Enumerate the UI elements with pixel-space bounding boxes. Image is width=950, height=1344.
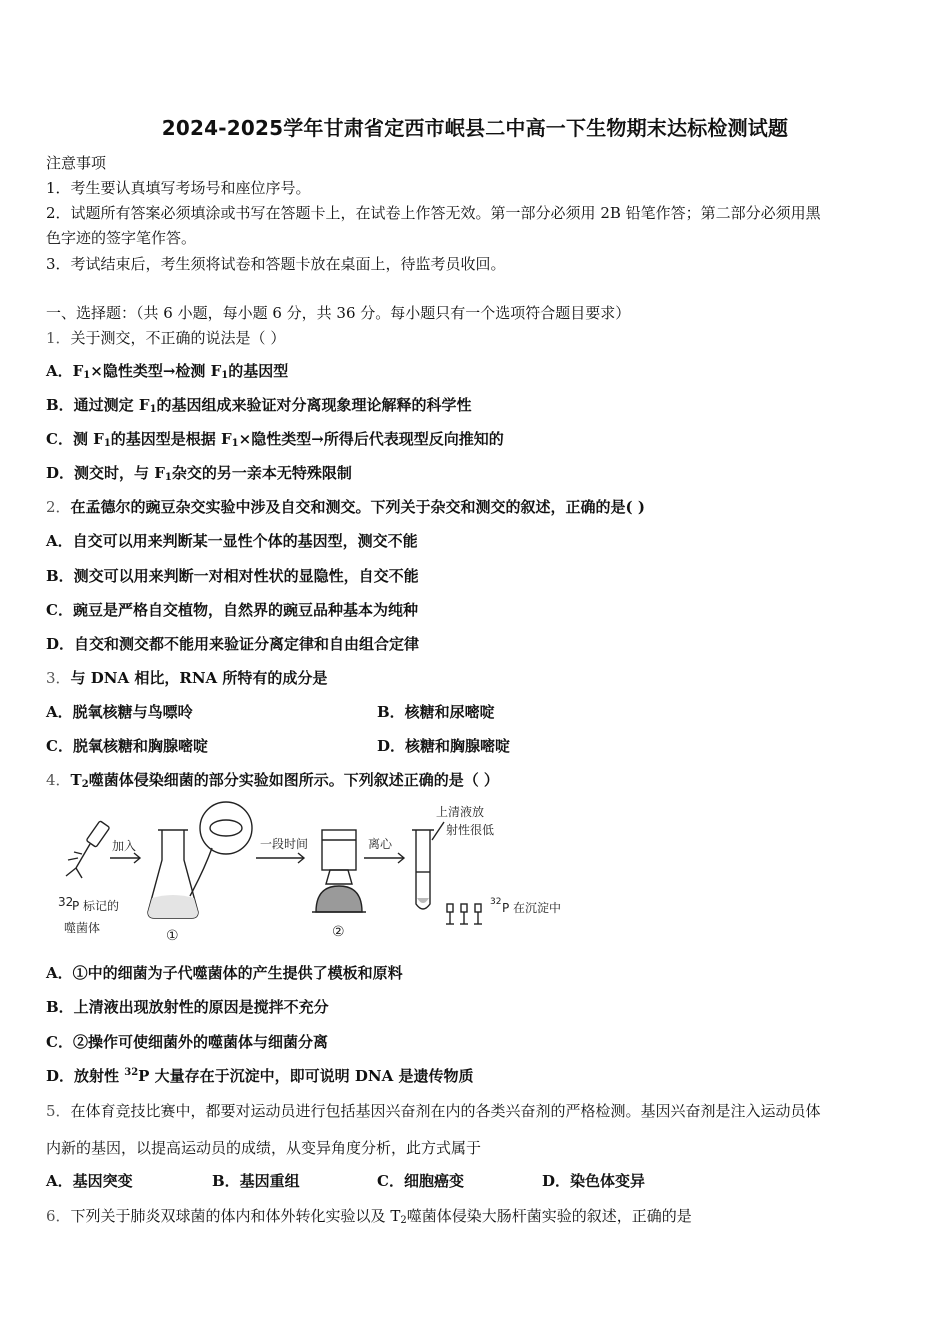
question-number: 3． <box>46 669 71 687</box>
question-text: 噬菌体侵染细菌的部分实验如图所示。下列叙述正确的是（ ） <box>88 771 499 789</box>
option-text: 的基因型 <box>228 362 289 380</box>
q2-option-c: C．豌豆是严格自交植物，自然界的豌豆品种基本为纯种 <box>46 601 418 619</box>
test-tube-icon <box>412 822 444 909</box>
notice-item-3: 3．考试结束后，考生须将试卷和答题卡放在桌面上，待监考员收回。 <box>46 255 506 273</box>
q1-option-a <box>46 360 288 381</box>
label-centrifuge: 离心 <box>368 837 393 851</box>
page-title: 2024-2025学年甘肃省定西市岷县二中高一下生物期末达标检测试题 <box>161 116 789 140</box>
label-sediment-sup: 32 <box>490 897 502 907</box>
phage-experiment-figure <box>54 800 574 950</box>
q1-option-b <box>46 394 472 415</box>
q4-option-a: A．①中的细菌为子代噬菌体的产生提供了模板和原料 <box>46 964 403 982</box>
option-text: B．通过测定 F <box>46 396 150 414</box>
q4-option-c: C．②操作可使细菌外的噬菌体与细菌分离 <box>46 1033 328 1051</box>
phage-group-icon <box>446 904 482 924</box>
q3-option-b: B．核糖和尿嘧啶 <box>377 703 495 721</box>
q5-option-d: D．染色体变异 <box>542 1172 646 1190</box>
label-sediment: P 在沉淀中 <box>502 901 562 915</box>
question-number: 2． <box>46 498 71 516</box>
label-supernatant-2: 射性很低 <box>446 823 495 837</box>
q1-option-c <box>46 428 504 449</box>
option-text: D．放射性 <box>46 1067 125 1085</box>
flask-icon <box>148 802 252 918</box>
option-text: ×隐性类型→检测 F <box>90 362 222 380</box>
question-5-stem-cont: 内新的基因，以提高运动员的成绩，从变异角度分析，此方式属于 <box>46 1139 482 1157</box>
subscript: 1 <box>231 438 239 449</box>
q2-option-d: D．自交和测交都不能用来验证分离定律和自由组合定律 <box>46 635 420 653</box>
question-4-stem <box>46 769 499 790</box>
question-1-stem <box>46 327 285 348</box>
question-text: 在孟德尔的豌豆杂交实验中涉及自交和测交。下列关于杂交和测交的叙述，正确的是( ) <box>70 498 645 516</box>
q2-option-a: A．自交可以用来判断某一显性个体的基因型，测交不能 <box>46 532 418 550</box>
question-text: 关于测交，不正确的说法是（ ） <box>70 329 286 347</box>
subscript: 1 <box>103 438 111 449</box>
option-text: D．测交时，与 F <box>46 464 165 482</box>
option-text: A．F <box>46 362 84 380</box>
subscript: 2 <box>81 779 89 790</box>
notice-item-2-cont: 色字迹的签字笔作答。 <box>46 229 197 247</box>
q4-option-d <box>46 1065 473 1086</box>
q5-option-c: C．细胞癌变 <box>377 1172 464 1190</box>
q2-option-b: B．测交可以用来判断一对相对性状的显隐性，自交不能 <box>46 567 419 585</box>
subscript: 1 <box>164 472 172 483</box>
label-phage-line2: 噬菌体 <box>64 921 101 935</box>
blender-icon <box>312 830 366 912</box>
q5-option-a: A．基因突变 <box>46 1172 133 1190</box>
question-6-stem <box>46 1205 692 1226</box>
notice-heading: 注意事项 <box>46 154 107 172</box>
question-number: 6． <box>46 1207 71 1225</box>
subscript: 1 <box>149 404 157 415</box>
labeled-phage-icon <box>66 821 110 878</box>
arrow-icon <box>364 853 404 863</box>
question-text: 下列关于肺炎双球菌的体内和体外转化实验以及 T <box>70 1207 401 1225</box>
question-text: 在体育竞技比赛中，都要对运动员进行包括基因兴奋剂在内的各类兴奋剂的严格检测。基因兴奋剂是注入运动员体 <box>70 1102 821 1120</box>
question-text: 噬菌体侵染大肠杆菌实验的叙述，正确的是 <box>406 1207 692 1225</box>
option-text: C．测 F <box>46 430 104 448</box>
question-number: 1． <box>46 329 71 347</box>
question-3-stem <box>46 667 327 688</box>
q3-option-d: D．核糖和胸腺嘧啶 <box>377 737 511 755</box>
q1-option-d <box>46 462 352 483</box>
label-add: 加入 <box>112 839 137 853</box>
label-phage-sup: 32 <box>58 895 74 909</box>
option-text: ×隐性类型→所得后代表现型反向推知的 <box>238 430 504 448</box>
option-text: 的基因组成来验证对分离现象理论解释的科学性 <box>156 396 472 414</box>
option-text: 的基因型是根据 F <box>110 430 232 448</box>
arrow-icon <box>256 853 304 863</box>
superscript: 32 <box>124 1067 139 1078</box>
option-text: 杂交的另一亲本无特殊限制 <box>171 464 352 482</box>
label-time: 一段时间 <box>260 837 309 851</box>
question-number: 5． <box>46 1102 71 1120</box>
arrow-icon <box>110 853 140 863</box>
question-text: 与 DNA 相比，RNA 所特有的成分是 <box>70 669 328 687</box>
notice-item-2: 2．试题所有答案必须填涂或书写在答题卡上，在试卷上作答无效。第一部分必须用 2B 铅笔作答；第二部分必须用黑 <box>46 204 821 222</box>
question-2-stem <box>46 496 645 517</box>
label-phage-line1: P 标记的 <box>72 899 120 913</box>
label-step-1: ① <box>166 928 179 944</box>
q4-option-b: B．上清液出现放射性的原因是搅拌不充分 <box>46 998 329 1016</box>
q5-option-b: B．基因重组 <box>212 1172 300 1190</box>
q3-option-a: A．脱氧核糖与鸟嘌呤 <box>46 703 193 721</box>
question-text: T <box>70 771 82 789</box>
q3-option-c: C．脱氧核糖和胸腺嘧啶 <box>46 737 208 755</box>
section-heading: 一、选择题：（共 6 小题，每小题 6 分，共 36 分。每小题只有一个选项符合题目要求） <box>46 304 631 322</box>
option-text: P 大量存在于沉淀中，即可说明 DNA 是遗传物质 <box>138 1067 474 1085</box>
question-number: 4． <box>46 771 71 789</box>
question-5-stem <box>46 1100 821 1121</box>
label-supernatant-1: 上清液放 <box>436 805 485 819</box>
label-step-2: ② <box>332 924 345 940</box>
subscript: 2 <box>400 1215 407 1226</box>
notice-item-1: 1．考生要认真填写考场号和座位序号。 <box>46 179 311 197</box>
subscript: 1 <box>83 370 91 381</box>
subscript: 1 <box>221 370 229 381</box>
